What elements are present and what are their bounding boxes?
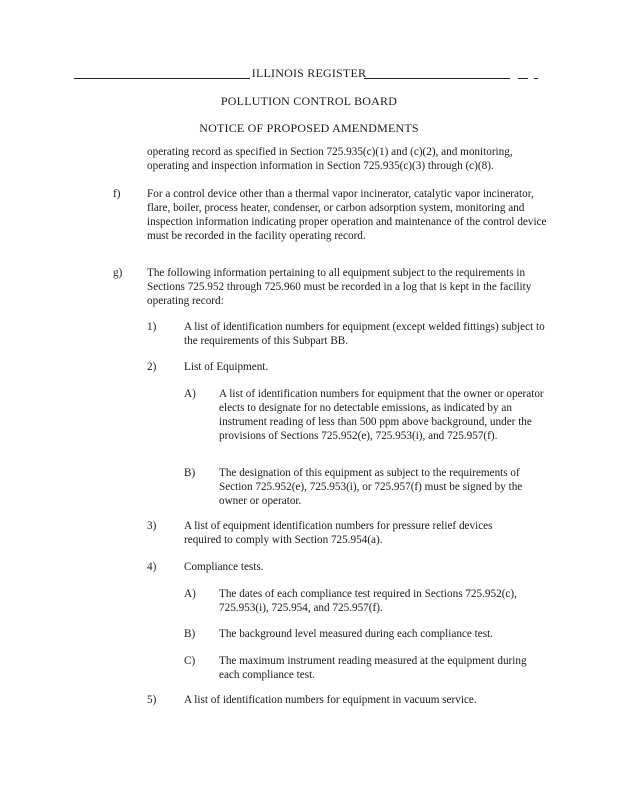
item-g5-text: A list of identification numbers for equipment in vacuum service. [184, 694, 477, 706]
item-g2b-text: The designation of this equipment as subject to the requirements of Section 725.952(e), 725.953(i), or 725.957(f) must be signed by the owner or operator. [219, 467, 523, 507]
item-g4a-text: The dates of each compliance test required in Sections 725.952(c), 725.953(i), 725.954, and 725.957(f). [219, 588, 517, 614]
item-g4-label: 4) [147, 561, 157, 573]
item-g2a-text: A list of identification numbers for equipment that the owner or operator elects to designate for no detectable emissions, as indicated by an instrument reading of less than 500 ppm above background, under the provisions of Sections 725.952(e), 725.953(i), and 725.957(f). [219, 388, 544, 442]
item-g3-label: 3) [147, 520, 157, 532]
continuation-paragraph: operating record as specified in Section 725.935(c)(1) and (c)(2), and monitoring, operating and inspection information in Section 725.935(c)(3) through (c)(8). [147, 146, 513, 172]
item-g4b-text: The background level measured during each compliance test. [219, 628, 493, 640]
item-g2b-label: B) [184, 467, 196, 479]
item-g2-label: 2) [147, 361, 157, 373]
item-g-text: The following information pertaining to all equipment subject to the requirements in Sections 725.952 through 725.960 must be recorded in a log that is kept in the facility operating record: [147, 267, 532, 307]
item-g2a-label: A) [184, 388, 196, 400]
item-g3-text: A list of equipment identification numbers for pressure relief devices required to comply with Section 725.954(a). [184, 520, 493, 546]
item-f-label: f) [113, 188, 121, 200]
board-name: POLLUTION CONTROL BOARD [220, 94, 398, 108]
item-g4a-label: A) [184, 588, 196, 600]
item-g1-label: 1) [147, 321, 157, 333]
item-g5-label: 5) [147, 694, 157, 706]
item-g1-text: A list of identification numbers for equipment (except welded fittings) subject to the requirements of this Subpart BB. [184, 321, 545, 347]
item-g-label: g) [113, 267, 123, 279]
item-g4c-text: The maximum instrument reading measured at the equipment during each compliance test. [219, 655, 527, 681]
item-f-text: For a control device other than a thermal vapor incinerator, catalytic vapor incinerator, flare, boiler, process heater, condenser, or carbon adsorption system, monitoring and inspection information indicating proper operation and maintenance of the control device must be recorded in the facility operating record. [147, 188, 547, 242]
register-title: ILLINOIS REGISTER [251, 66, 367, 80]
item-g2-text: List of Equipment. [184, 361, 269, 373]
item-g4-text: Compliance tests. [184, 561, 264, 573]
item-g4b-label: B) [184, 628, 196, 640]
item-g4c-label: C) [184, 655, 196, 667]
notice-title: NOTICE OF PROPOSED AMENDMENTS [199, 121, 419, 135]
